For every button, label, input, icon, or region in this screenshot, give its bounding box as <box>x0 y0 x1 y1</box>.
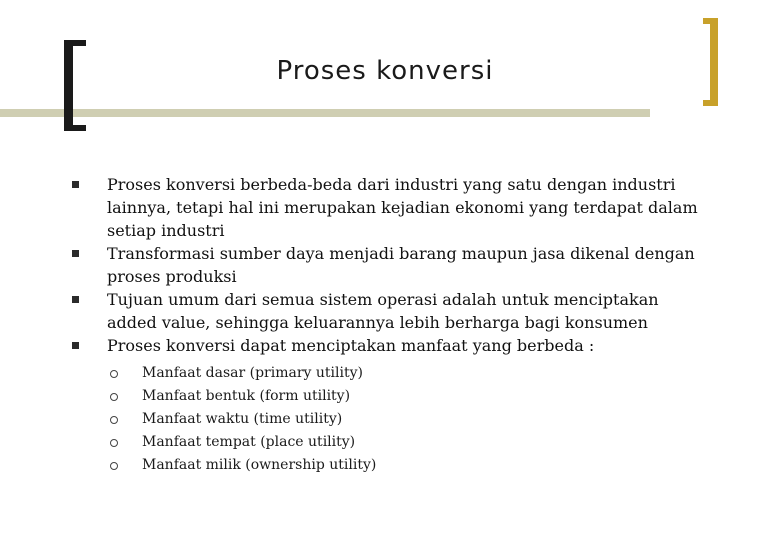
bullet-text: Tujuan umum dari semua sistem operasi adalah untuk menciptakan added value, sehingga keluarannya lebih berharga bagi konsumen <box>107 290 659 332</box>
bullet-item <box>72 288 712 334</box>
sub-bullet-item <box>108 385 508 408</box>
bullet-text: Proses konversi berbeda-beda dari industri yang satu dengan industri lainnya, tetapi hal ini merupakan kejadian ekonomi yang terdapat dalam setiap industri <box>107 175 698 240</box>
bullet-text: Transformasi sumber daya menjadi barang maupun jasa dikenal dengan proses produksi <box>107 244 695 286</box>
ring-bullet-icon <box>110 416 118 424</box>
ring-bullet-icon <box>110 393 118 401</box>
sub-bullet-item <box>108 431 508 454</box>
bullet-item <box>72 334 712 357</box>
sub-bullet-item <box>108 362 508 385</box>
sub-bullet-text: Manfaat waktu (time utility) <box>142 411 343 427</box>
title-underline-bar <box>0 109 650 117</box>
square-bullet-icon <box>72 250 79 257</box>
bullet-item <box>72 173 712 242</box>
sub-bullet-item <box>108 454 508 477</box>
sub-bullet-text: Manfaat bentuk (form utility) <box>142 388 351 404</box>
sub-bullet-list <box>108 362 508 477</box>
square-bullet-icon <box>72 296 79 303</box>
sub-bullet-text: Manfaat dasar (primary utility) <box>142 365 363 381</box>
slide-title: Proses konversi <box>276 56 494 86</box>
sub-bullet-text: Manfaat milik (ownership utility) <box>142 457 377 473</box>
square-bullet-icon <box>72 342 79 349</box>
ring-bullet-icon <box>110 462 118 470</box>
square-bullet-icon <box>72 181 79 188</box>
bullet-list <box>72 173 712 357</box>
bullet-item <box>72 242 712 288</box>
sub-bullet-item <box>108 408 508 431</box>
ring-bullet-icon <box>110 370 118 378</box>
ring-bullet-icon <box>110 439 118 447</box>
bullet-text: Proses konversi dapat menciptakan manfaat yang berbeda : <box>107 336 595 355</box>
sub-bullet-text: Manfaat tempat (place utility) <box>142 434 356 450</box>
